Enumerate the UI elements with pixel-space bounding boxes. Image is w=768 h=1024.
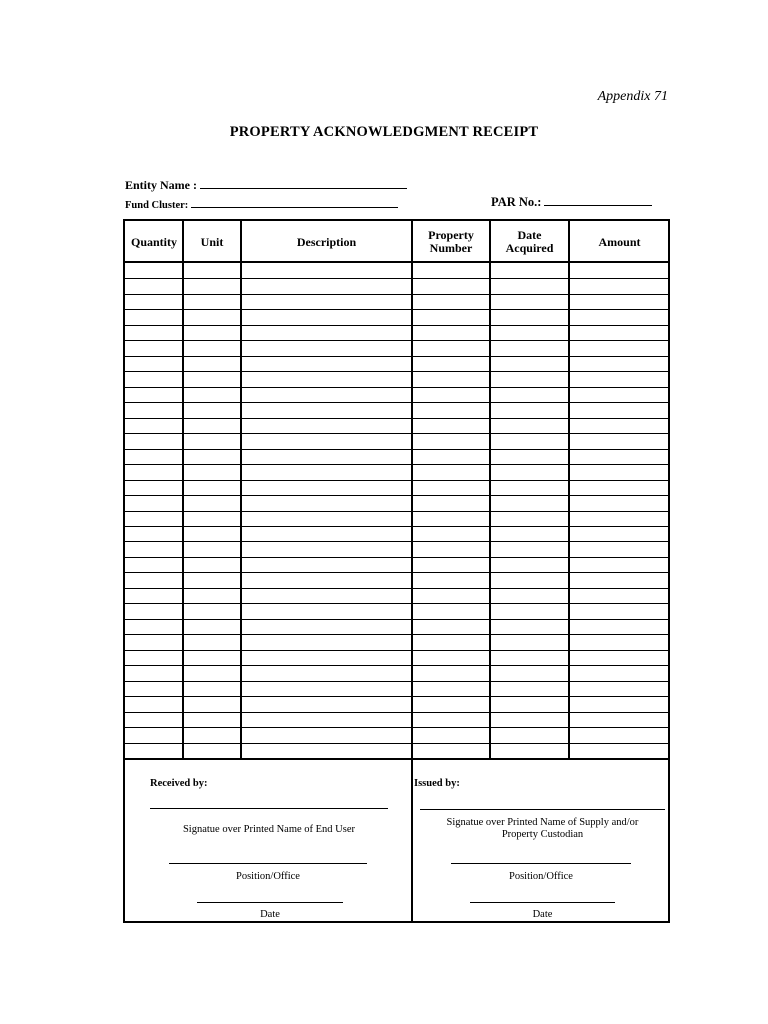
table-row-divider bbox=[125, 727, 668, 728]
table-row-divider bbox=[125, 650, 668, 651]
table-row-divider bbox=[125, 309, 668, 310]
par-no-label: PAR No.: bbox=[491, 195, 542, 209]
received-position-line[interactable] bbox=[169, 863, 367, 864]
received-date-line[interactable] bbox=[197, 902, 343, 903]
entity-name-label: Entity Name : bbox=[125, 178, 197, 192]
issued-signature-line[interactable] bbox=[420, 809, 665, 810]
appendix-label: Appendix 71 bbox=[597, 89, 668, 104]
table-row-divider bbox=[125, 480, 668, 481]
table-row-divider bbox=[125, 325, 668, 326]
column-header-date-acquired: Date Acquired bbox=[505, 228, 554, 255]
issued-date-line[interactable] bbox=[470, 902, 615, 903]
table-row-divider bbox=[125, 526, 668, 527]
table-row-divider bbox=[125, 557, 668, 558]
table-row-divider bbox=[125, 603, 668, 604]
table-row-divider bbox=[125, 449, 668, 450]
table-row-divider bbox=[125, 464, 668, 465]
entity-name-field[interactable] bbox=[125, 176, 407, 193]
column-header-quantity: Quantity bbox=[130, 234, 177, 249]
par-no-blank[interactable] bbox=[544, 193, 652, 206]
table-row-divider bbox=[125, 681, 668, 682]
table-row-divider bbox=[125, 634, 668, 635]
table-row-divider bbox=[125, 588, 668, 589]
table-row-divider bbox=[125, 619, 668, 620]
table-row-divider bbox=[125, 495, 668, 496]
received-date-caption: Date bbox=[260, 909, 280, 920]
issued-signature-caption: Signatue over Printed Name of Supply and/or Property Custodian bbox=[446, 817, 639, 840]
table-row-divider bbox=[125, 696, 668, 697]
table-row-divider bbox=[125, 743, 668, 744]
issued-position-line[interactable] bbox=[451, 863, 631, 864]
table-header-row bbox=[125, 221, 668, 263]
column-header-property-number: Property Number bbox=[428, 228, 474, 255]
fund-cluster-blank[interactable] bbox=[191, 195, 398, 208]
table-row-divider bbox=[125, 511, 668, 512]
table-row-divider bbox=[125, 356, 668, 357]
received-signature-caption: Signatue over Printed Name of End User bbox=[182, 824, 356, 835]
table-row-divider bbox=[125, 572, 668, 573]
signature-section bbox=[125, 758, 668, 923]
table-row-divider bbox=[125, 371, 668, 372]
issued-position-caption: Position/Office bbox=[509, 871, 573, 882]
issued-by-label: Issued by: bbox=[414, 778, 460, 789]
table-row-divider bbox=[125, 340, 668, 341]
column-header-amount: Amount bbox=[598, 234, 641, 249]
page-title: PROPERTY ACKNOWLEDGMENT RECEIPT bbox=[229, 124, 539, 140]
entity-name-blank[interactable] bbox=[200, 176, 407, 189]
column-header-unit: Unit bbox=[200, 234, 224, 249]
table-row-divider bbox=[125, 712, 668, 713]
table-row-divider bbox=[125, 402, 668, 403]
table-row-divider bbox=[125, 387, 668, 388]
table-row-divider bbox=[125, 294, 668, 295]
property-table bbox=[123, 219, 670, 923]
table-row-divider bbox=[125, 541, 668, 542]
table-row-divider bbox=[125, 433, 668, 434]
fund-cluster-label: Fund Cluster: bbox=[125, 200, 189, 211]
received-signature-line[interactable] bbox=[150, 808, 388, 809]
table-row-divider bbox=[125, 665, 668, 666]
table-body[interactable] bbox=[125, 263, 668, 758]
received-position-caption: Position/Office bbox=[236, 871, 300, 882]
signature-divider bbox=[411, 760, 413, 923]
table-row-divider bbox=[125, 278, 668, 279]
par-no-field[interactable] bbox=[491, 193, 652, 210]
fund-cluster-field[interactable] bbox=[125, 195, 398, 211]
issued-date-caption: Date bbox=[532, 909, 553, 920]
column-header-description: Description bbox=[296, 234, 357, 249]
table-row-divider bbox=[125, 418, 668, 419]
received-by-label: Received by: bbox=[150, 778, 208, 789]
